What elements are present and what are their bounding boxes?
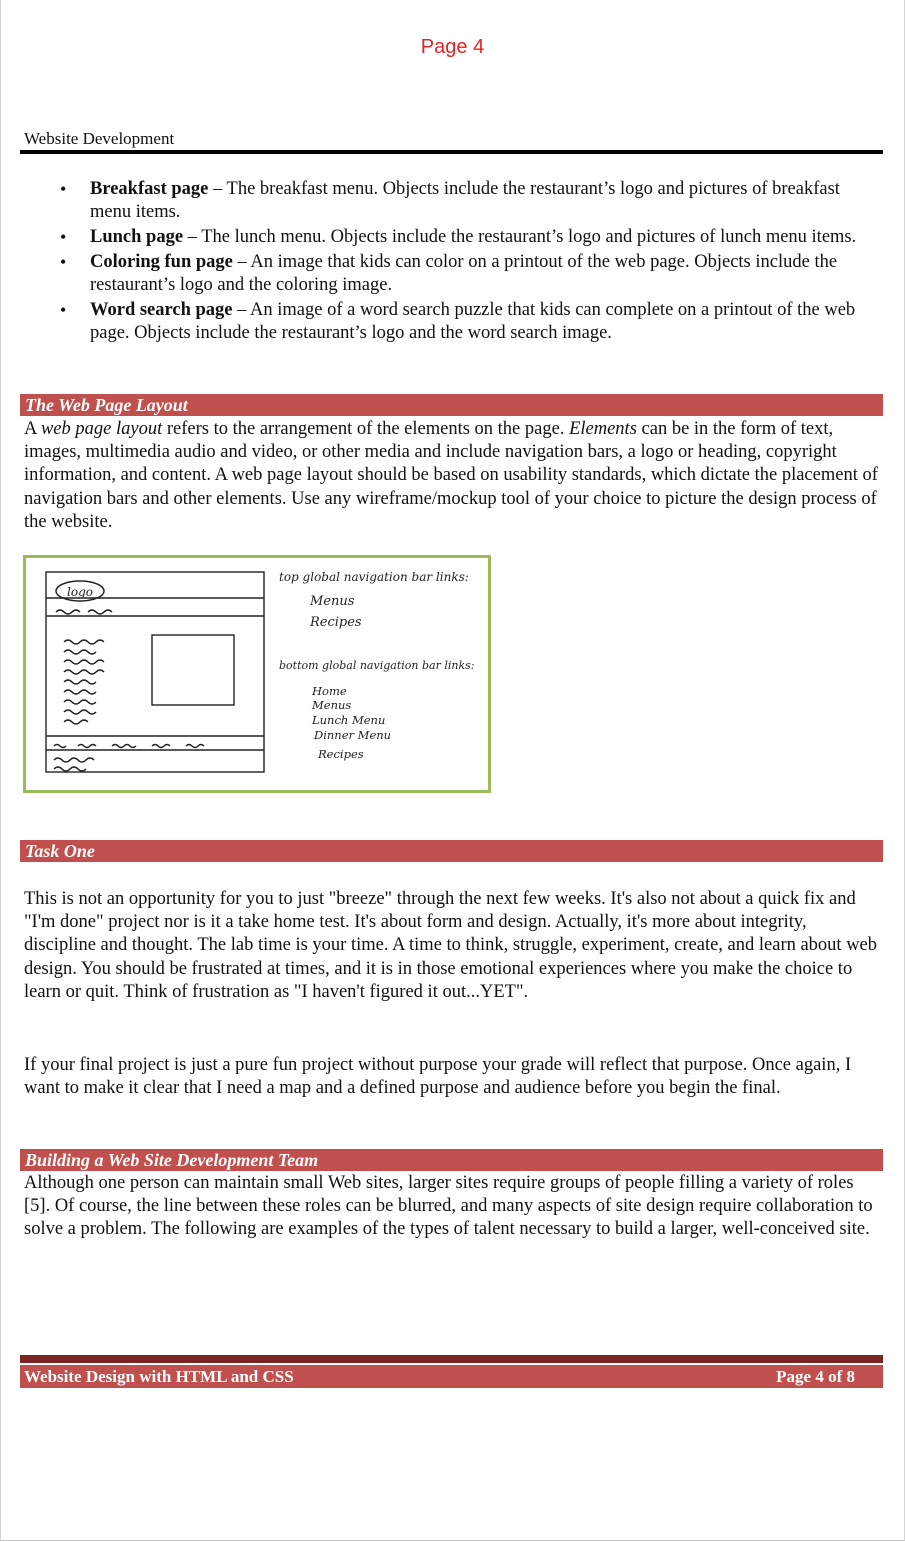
list-item xyxy=(0,226,883,249)
bullet-text: – The breakfast menu. Objects include the restaurant’s logo and pictures of breakfast menu items. xyxy=(90,179,840,222)
sketch-image-placeholder xyxy=(152,635,234,705)
section-heading-development-team: Building a Web Site Development Team xyxy=(20,1149,883,1171)
footer-page-number: Page 4 of 8 xyxy=(776,1367,855,1386)
header-rule xyxy=(20,150,883,154)
web-page-layout-paragraph xyxy=(24,418,880,534)
wireframe-sketch-image xyxy=(23,555,491,793)
task-one-paragraph-2: If your final project is just a pure fun project without purpose your grade will reflect that purpose. Once again, I want to make it clear that I need a map and a defined purpose and audience before you begin the final. xyxy=(24,1055,852,1099)
sketch-bottom-link: Menus xyxy=(312,698,352,712)
bullet-term: Breakfast page xyxy=(90,179,209,199)
bullet-term: Word search page xyxy=(90,300,233,320)
development-team-paragraph: Although one person can maintain small Web sites, larger sites require groups of people filling a variety of roles [5]. Of course, the line between these roles can be blurred, and many aspects of site design require collaboration to solve a problem. The following are examples of the types of talent necessary to build a larger, well-conceived site. xyxy=(24,1173,873,1240)
sketch-top-nav-title: top global navigation bar links: xyxy=(279,570,469,584)
sketch-bottom-link: Recipes xyxy=(318,747,364,761)
section-heading-web-page-layout: The Web Page Layout xyxy=(20,394,883,416)
paragraph-text: refers to the arrangement of the elements on the page. xyxy=(162,419,570,439)
paragraph-emphasis: Elements xyxy=(569,419,637,439)
page-list xyxy=(0,178,883,347)
bullet-text: – The lunch menu. Objects include the restaurant’s logo and pictures of lunch menu items. xyxy=(183,227,857,247)
paragraph-text: can be in the form of text, images, multimedia audio and video, or other media and include navigation bars, a logo or heading, copyright information, and content. A web page layout should be based on usability standards, which dictate the placement of navigation bars and other elements. Use any wireframe/mockup tool of your choice to picture the design process of the website. xyxy=(24,419,878,532)
sketch-bottom-link: Home xyxy=(312,684,347,698)
section-heading-task-one: Task One xyxy=(20,840,883,862)
task-one-paragraph-1: This is not an opportunity for you to just "breeze" through the next few weeks. It's also not about a quick fix and "I'm done" project nor is it a take home test. It's about form and design. Actually, it's more about integrity, discipline and thought. The lab time is your time. A time to think, struggle, experiment, create, and learn about web design. You should be frustrated at times, and it is in those emotional experiences where you make the choice to learn or quit. Think of frustration as "I haven't figured it out...YET". xyxy=(24,889,878,1002)
bullet-term: Coloring fun page xyxy=(90,252,233,272)
sketch-top-link: Recipes xyxy=(310,615,362,630)
bullet-term: Lunch page xyxy=(90,227,184,247)
footer-title: Website Design with HTML and CSS xyxy=(24,1367,294,1386)
viewer-page-label: Page 4 xyxy=(420,36,485,58)
sketch-bottom-nav-title: bottom global navigation bar links: xyxy=(279,659,475,672)
footer-bar xyxy=(20,1365,883,1388)
wireframe-sketch-drawing xyxy=(26,558,488,790)
list-item xyxy=(0,178,883,224)
document-header-title: Website Development xyxy=(24,129,175,148)
list-item xyxy=(0,251,883,297)
bullet-text: – An image that kids can color on a printout of the web page. Objects include the restaurant’s logo and the coloring image. xyxy=(90,252,838,295)
footer-rule xyxy=(20,1355,883,1363)
sketch-bottom-link: Dinner Menu xyxy=(314,728,392,742)
paragraph-text: A xyxy=(24,419,41,439)
sketch-page-outline xyxy=(46,572,264,772)
paragraph-emphasis: web page layout xyxy=(40,419,163,439)
bullet-text: – An image of a word search puzzle that kids can complete on a printout of the web page. Objects include the restaurant’s logo and the word search image. xyxy=(90,300,856,343)
sketch-logo-text: logo xyxy=(67,585,93,599)
list-item xyxy=(0,299,883,345)
sketch-top-link: Menus xyxy=(310,594,355,609)
sketch-bottom-link: Lunch Menu xyxy=(312,713,386,727)
